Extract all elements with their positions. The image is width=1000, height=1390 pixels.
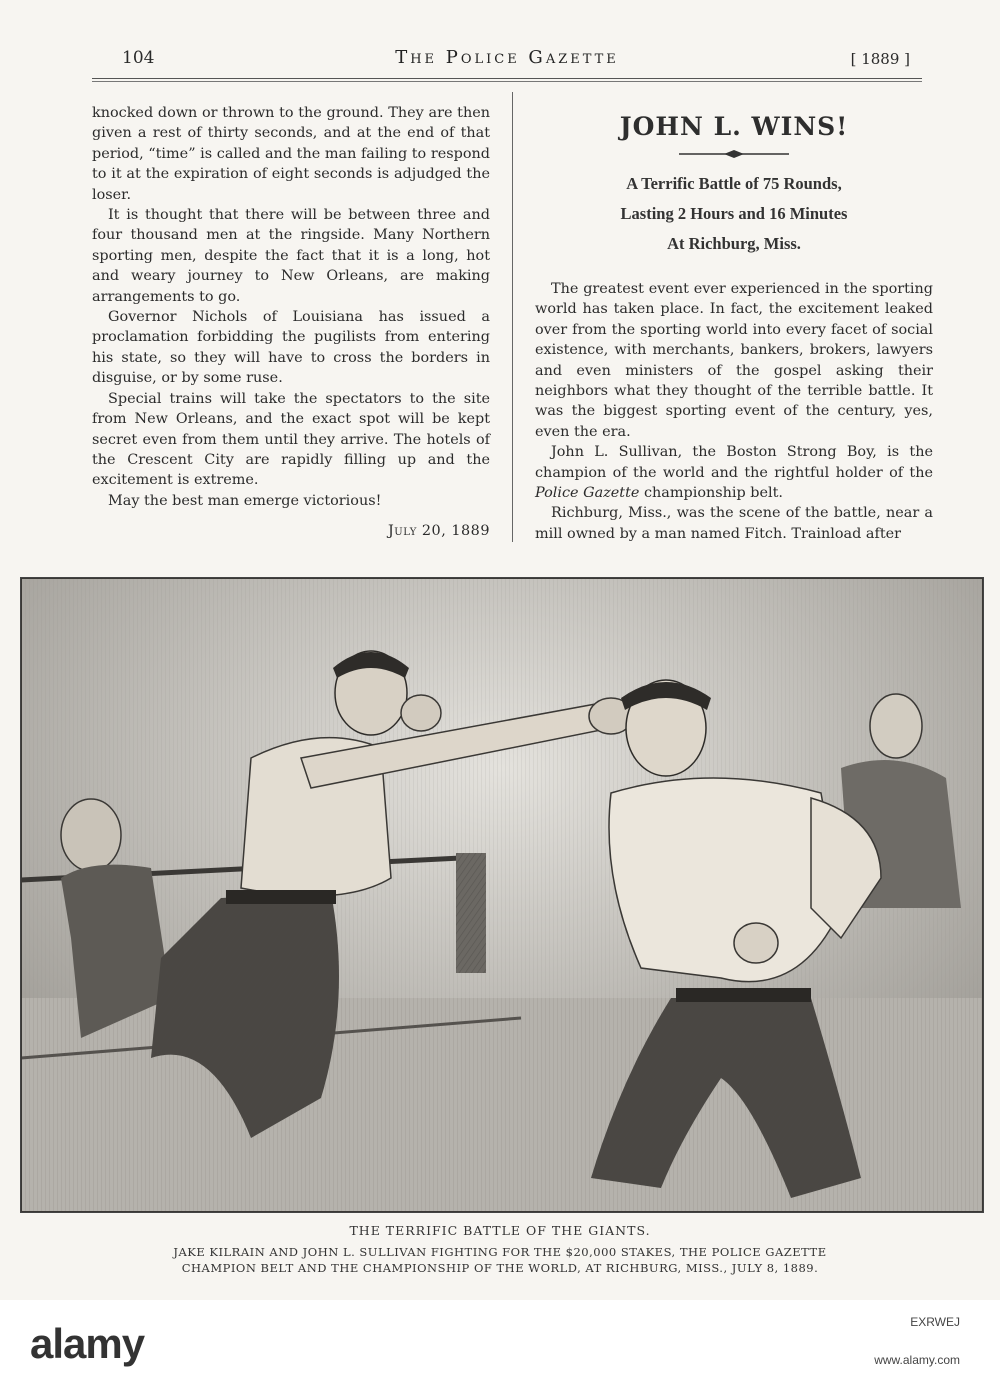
alamy-logo: alamy bbox=[30, 1320, 145, 1367]
page-number: 104 bbox=[122, 48, 155, 68]
stock-watermark-footer bbox=[0, 1300, 1000, 1390]
subhead-line: Lasting 2 Hours and 16 Minutes bbox=[620, 204, 848, 223]
image-id: EXRWEJ bbox=[910, 1315, 960, 1329]
paragraph: Richburg, Miss., was the scene of the battle, near a mill owned by a man named Fitch. Trainload after bbox=[535, 505, 933, 542]
dateline: July 20, 1889 bbox=[388, 523, 490, 540]
paragraph: knocked down or thrown to the ground. They are then given a rest of thirty seconds, and at the end of that period, “time” is called and the man failing to respond to it at the expiration of eight seconds is adjudged the loser. bbox=[92, 105, 490, 203]
issue-year: [ 1889 ] bbox=[850, 50, 910, 68]
paragraph-text: John L. Sullivan, the Boston Strong Boy, is the champion of the world and the rightful holder of the bbox=[535, 444, 933, 481]
column-divider bbox=[512, 92, 513, 542]
article-body bbox=[535, 279, 933, 544]
boxing-engraving-icon bbox=[21, 578, 983, 1212]
paragraph: It is thought that there will be between three and four thousand men at the ringside. Many Northern sporting men, despite the fact that it is a long, hot and weary journey to New Orleans, are making arrangements to go. bbox=[92, 207, 490, 305]
article-headline: JOHN L. WINS! bbox=[619, 112, 849, 141]
paragraph: Special trains will take the spectators to the site from New Orleans, and the exact spot will be kept secret even from them until they arrive. The hotels of the Crescent City are rapidly filling up and the excitement is extreme. bbox=[92, 390, 490, 489]
paragraph: May the best man emerge victorious! bbox=[108, 492, 382, 509]
paragraph: Governor Nichols of Louisiana has issued a proclamation forbidding the pugilists from entering his state, so they will have to cross the borders in disguise, or by some ruse. bbox=[92, 309, 490, 387]
paragraph-text: championship belt. bbox=[639, 485, 783, 502]
header-rule bbox=[92, 78, 922, 79]
publication-name: Police Gazette bbox=[535, 485, 640, 502]
illustration-caption-body: JAKE KILRAIN AND JOHN L. SULLIVAN FIGHTING FOR THE $20,000 STAKES, THE POLICE GAZETTE CHAMPION BELT AND THE CHAMPIONSHIP OF THE WORLD, AT RICHBURG, MISS., JULY 8, 1889. bbox=[173, 1245, 827, 1275]
article-subhead bbox=[535, 169, 933, 259]
watermark-url: www.alamy.com bbox=[874, 1353, 960, 1367]
paragraph bbox=[535, 442, 933, 503]
right-column bbox=[535, 112, 933, 544]
header-rule bbox=[92, 81, 922, 82]
left-column bbox=[92, 103, 490, 542]
ornament-rule-icon bbox=[679, 149, 789, 159]
subhead-line: A Terrific Battle of 75 Rounds, bbox=[626, 174, 842, 193]
publication-title: The Police Gazette bbox=[395, 47, 619, 68]
subhead-line: At Richburg, Miss. bbox=[667, 234, 801, 253]
illustration-caption-title: THE TERRIFIC BATTLE OF THE GIANTS. bbox=[349, 1223, 651, 1238]
engraving-illustration bbox=[20, 577, 984, 1213]
paragraph: The greatest event ever experienced in the sporting world has taken place. In fact, the excitement leaked over from the sporting world into every facet of social existence, with merchants, bankers, brokers, lawyers and even ministers of the gospel asking their neighbors what they thought of the terrible battle. It was the biggest sporting event of the century, yes, even the era. bbox=[535, 281, 933, 440]
